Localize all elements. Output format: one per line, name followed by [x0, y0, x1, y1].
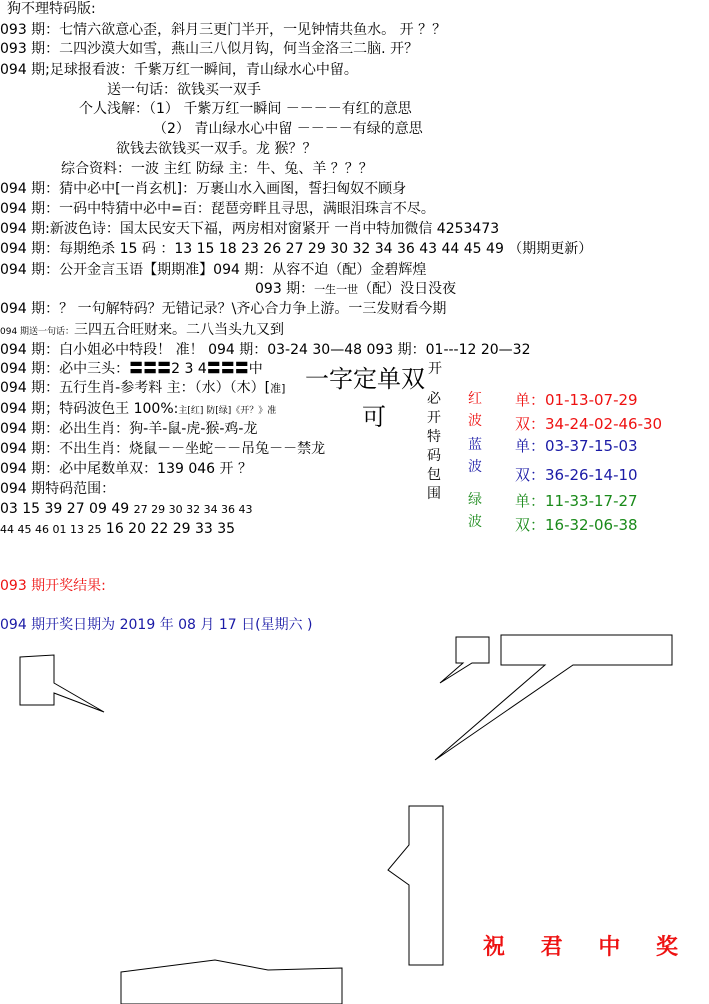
line-guess: 094 期：猜中必中[一肖玄机]：万裹山水入画图，誓扫匈奴不顾身 — [0, 181, 407, 197]
red-wave-single: 单：01-13-07-29 — [515, 391, 638, 409]
one-char-single-double: 一字定单双 — [305, 365, 425, 393]
line-dragon-monkey: 欲钱去欲钱买一双手。龙 猴？？ — [116, 141, 317, 157]
line-summary: 综合资料：一波 主红 防绿 主：牛、兔、羊 ？？？ — [61, 161, 373, 177]
line-wave-poem: 094 期:新波色诗：国太民安天下福，两房相对窗紧开 一肖中特加微信 4253473 — [0, 221, 500, 237]
callout-shape-left — [20, 655, 104, 712]
line-must-zodiac: 094 期：必出生肖：狗-羊-鼠-虎-猴-鸡-龙 — [0, 421, 258, 437]
line-one-sentence: 094 期：？ 一句解特码？无错记录？\齐心合力争上游。一三发财看今期 — [0, 301, 447, 317]
ke-label: 可 — [362, 403, 386, 431]
line-093-poem-1: 093 期：七情六欲意心歪，斜月三更门半开，一见钟情共鱼水。 开 ？？ — [0, 22, 447, 38]
line-094-football: 094 期;足球报看波：千紫万红一瞬间，青山绿水心中留。 — [0, 62, 358, 78]
line-range-row-2: 44 45 46 01 13 25 16 20 22 29 33 35 — [0, 521, 236, 537]
line-093-match: 093 期：一生一世（配）没日没夜 — [255, 281, 457, 297]
line-three-heads: 094 期：必中三头：〓〓〓2 3 4〓〓〓中 — [0, 361, 263, 377]
callout-shape-top-small — [440, 637, 489, 683]
line-kill-15: 094 期：每期绝杀 15 码 ：13 15 18 23 26 27 29 30 32 34 36 43 44 45 49 （期期更新） — [0, 241, 593, 257]
line-golden-words: 094 期：公开金言玉语【期期准】094 期：从容不迫（配）金碧辉煌 — [0, 262, 427, 278]
line-tail-numbers: 094 期：必中尾数单双：139 046 开 ？ — [0, 461, 252, 477]
green-wave-double: 双：16-32-06-38 — [515, 516, 638, 534]
green-wave-label: 绿 波 — [468, 492, 482, 530]
line-five-elements: 094 期：五行生肖-参考料 主：（水）（木）[准] — [0, 380, 286, 396]
blue-wave-single: 单：03-37-15-03 — [515, 437, 638, 455]
draw-date: 094 期开奖日期为 2019 年 08 月 17 日(星期六 ) — [0, 617, 313, 633]
blessing-text: 祝 君 中 奖 — [483, 934, 692, 960]
green-wave-single: 单：11-33-17-27 — [515, 492, 638, 510]
line-not-zodiac: 094 期：不出生肖：烧鼠－－坐蛇－－吊兔－－禁龙 — [0, 441, 326, 457]
must-open-vertical-label: 必 开 特 码 包 围 — [427, 391, 441, 502]
line-interpret-1: 个人浅解：（1） 千紫万红一瞬间 －－－－有红的意思 — [79, 101, 412, 117]
red-wave-label: 红 波 — [468, 391, 482, 429]
line-segment: 094 期：白小姐必中特段！ 准！ 094 期：03-24 30—48 093 期：01---12 20—32 — [0, 342, 531, 358]
blue-wave-double: 双：36-26-14-10 — [515, 466, 638, 484]
draw-result-label: 093 期开奖结果: — [0, 578, 106, 594]
kai-label: 开 — [428, 361, 442, 377]
line-send-sentence: 094 期送一句话：三四五合旺财来。二八当头九又到 — [0, 322, 285, 338]
line-range-row-1: 03 15 39 27 09 49 27 29 30 32 34 36 43 — [0, 501, 253, 517]
line-interpret-2: （2） 青山绿水心中留 －－－－有绿的意思 — [153, 121, 423, 137]
line-one-code: 094 期：一码中特猜中必中=百：琵琶旁畔且寻思，满眼泪珠言不尽。 — [0, 201, 435, 217]
callout-shape-bottom — [121, 960, 342, 1004]
line-send-phrase: 送一句话：欲钱买一双手 — [107, 82, 261, 98]
page-title: 狗不理特码版: — [7, 1, 96, 17]
line-093-poem-2: 093 期：二四沙漠大如雪，燕山三八似月钩，何当金洛三二脑. 开？ — [0, 41, 419, 57]
line-code-range: 094 期特码范围： — [0, 481, 116, 497]
line-wave-king: 094 期；特码波色王 100%:主[红] 防[绿]《开？》准 — [0, 401, 277, 417]
blue-wave-label: 蓝 波 — [468, 437, 482, 475]
red-wave-double: 双：34-24-02-46-30 — [515, 415, 663, 433]
callout-shape-number-one — [388, 806, 443, 965]
